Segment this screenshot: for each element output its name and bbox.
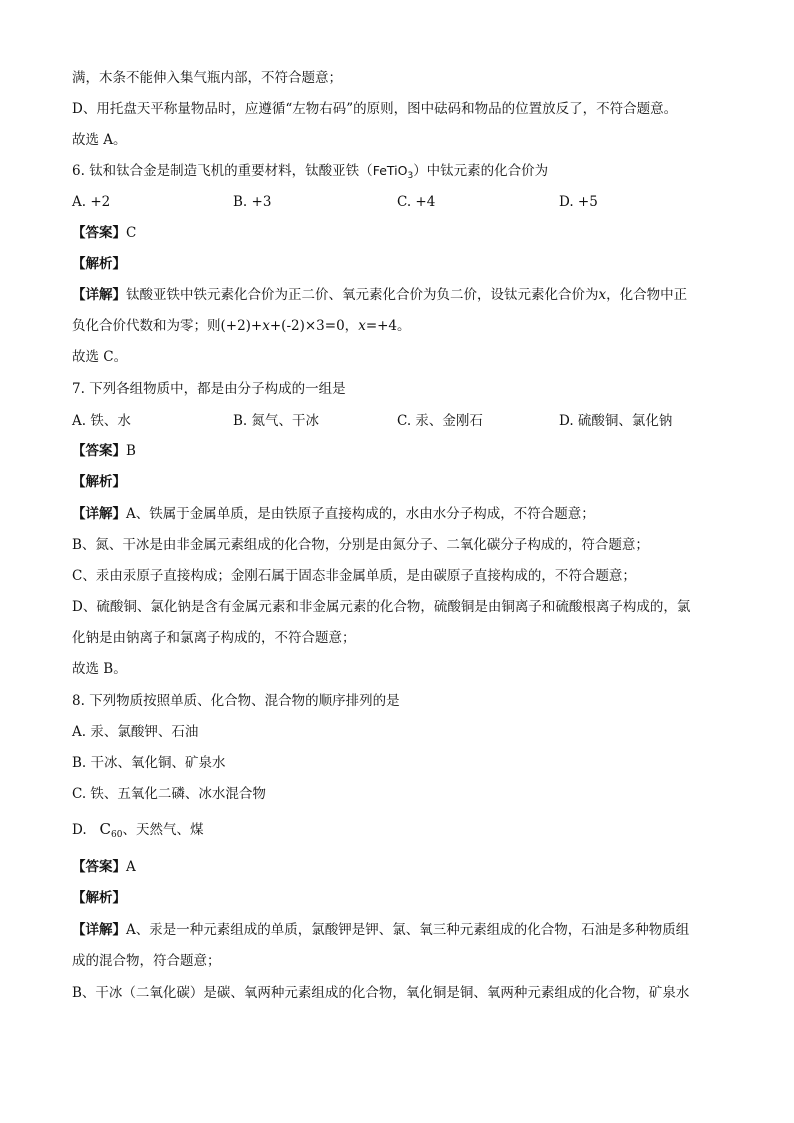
q7-answer-value: B xyxy=(126,443,136,459)
q8-detail-a-line-1 xyxy=(72,921,689,939)
q7-option-c: C. 汞、金刚石 xyxy=(397,413,483,429)
answer-tag: 【答案】 xyxy=(72,225,126,241)
q8-answer-value: A xyxy=(126,859,136,875)
q6-variable-x: x xyxy=(598,287,607,303)
q6-detail-text-1a: 钛酸亚铁中铁元素化合价为正二价、氧元素化合价为负二价，设钛元素化合价为 xyxy=(126,287,599,303)
q8-detail-a-line-2: 成的混合物，符合题意； xyxy=(72,953,221,969)
q6-detail-line-1 xyxy=(72,286,687,304)
q6-detail-text-1b: ，化合物中正 xyxy=(606,287,688,303)
analysis-tag: 【解析】 xyxy=(72,474,126,490)
q7-option-d: D. 硫酸铜、氯化钠 xyxy=(559,413,673,429)
q6-formula xyxy=(372,163,414,181)
q6-detail-text-2c: =+4。 xyxy=(365,318,411,334)
q6-variable-x: x xyxy=(262,318,270,334)
q6-stem xyxy=(72,162,548,180)
q8-option-d-rest: 、天然气、煤 xyxy=(122,822,204,838)
q7-detail-d-line-1: D、硫酸铜、氯化钠是含有金属元素和非金属元素的化合物，硫酸铜是由铜离子和硫酸根离子构成的，氯 xyxy=(72,599,691,615)
q8-detail-b-line-1: B、干冰（二氧化碳）是碳、氧两种元素组成的化合物，氧化铜是铜、氧两种元素组成的化合物，矿泉水 xyxy=(72,985,690,1001)
q8-answer xyxy=(72,858,136,876)
q7-conclusion: 故选 B。 xyxy=(72,661,127,677)
q6-stem-before: 钛和钛合金是制造飞机的重要材料，钛酸亚铁（ xyxy=(89,163,373,179)
q7-answer xyxy=(72,442,136,460)
detail-tag: 【详解】 xyxy=(72,506,126,522)
q6-answer-value: C xyxy=(126,225,137,241)
q7-stem-text: 下列各组物质中，都是由分子构成的一组是 xyxy=(89,381,346,397)
q8-analysis xyxy=(72,889,126,907)
q8-option-d-prefix: D. xyxy=(72,822,87,838)
q6-detail-line-2 xyxy=(72,317,411,335)
q7-detail-d-line-2: 化钠是由钠离子和氯离子构成的，不符合题意； xyxy=(72,630,356,646)
q7-number: 7. xyxy=(72,381,85,397)
q6-stem-after: ）中钛元素的化合价为 xyxy=(413,163,549,179)
q8-stem xyxy=(72,692,400,710)
q6-option-d: D. +5 xyxy=(559,194,598,210)
q7-detail-b: B、氮、干冰是由非金属元素组成的化合物，分别是由氮分子、二氧化碳分子构成的，符合题意； xyxy=(72,537,649,553)
q8-option-a: A. 汞、氯酸钾、石油 xyxy=(72,724,199,740)
q6-conclusion: 故选 C。 xyxy=(72,349,128,365)
q6-option-b: B. +3 xyxy=(233,194,272,210)
q7-detail-a xyxy=(72,505,595,523)
q8-stem-text: 下列物质按照单质、化合物、混合物的顺序排列的是 xyxy=(89,693,400,709)
q8-option-c: C. 铁、五氧化二磷、冰水混合物 xyxy=(72,786,266,802)
q8-option-b: B. 干冰、氧化铜、矿泉水 xyxy=(72,755,226,771)
q6-formula-main: FeTiO xyxy=(372,163,408,178)
intro-line-2: D、用托盘天平称量物品时，应遵循“左物右码”的原则，图中砝码和物品的位置放反了，不符合题意。 xyxy=(72,101,678,117)
q8-number: 8. xyxy=(72,693,85,709)
intro-conclusion: 故选 A。 xyxy=(72,132,127,148)
detail-tag: 【详解】 xyxy=(72,287,126,303)
q7-option-b: B. 氮气、干冰 xyxy=(233,413,320,429)
intro-line-1: 满，木条不能伸入集气瓶内部，不符合题意； xyxy=(72,70,342,86)
q7-analysis xyxy=(72,473,126,491)
q7-detail-a-text: A、铁属于金属单质，是由铁原子直接构成的，水由水分子构成，不符合题意； xyxy=(126,506,595,522)
answer-tag: 【答案】 xyxy=(72,443,126,459)
q8-option-d xyxy=(72,820,203,839)
analysis-tag: 【解析】 xyxy=(72,256,126,272)
q6-analysis xyxy=(72,255,126,273)
q6-option-c: C. +4 xyxy=(397,194,436,210)
q6-option-a: A. +2 xyxy=(72,194,111,210)
q8-option-d-element: C xyxy=(99,820,111,838)
answer-tag: 【答案】 xyxy=(72,859,126,875)
q6-answer xyxy=(72,224,136,242)
q6-variable-x: x xyxy=(358,318,366,334)
detail-tag: 【详解】 xyxy=(72,922,126,938)
q7-stem xyxy=(72,380,346,398)
q8-option-d-subscript: 60 xyxy=(111,830,123,840)
q6-detail-text-2a: 负化合价代数和为零；则(+2)+ xyxy=(72,318,263,334)
q6-number: 6. xyxy=(72,163,85,179)
analysis-tag: 【解析】 xyxy=(72,890,126,906)
q7-detail-c: C、汞由汞原子直接构成；金刚石属于固态非金属单质，是由碳原子直接构成的，不符合题意； xyxy=(72,568,636,584)
q8-option-d-formula xyxy=(100,820,123,838)
q6-formula-sub: 3 xyxy=(407,171,414,181)
q7-option-a: A. 铁、水 xyxy=(72,413,131,429)
q8-detail-a1-text: A、汞是一种元素组成的单质，氯酸钾是钾、氯、氧三种元素组成的化合物，石油是多种物质组 xyxy=(126,922,690,938)
q6-detail-text-2b: +(-2)×3=0， xyxy=(269,318,359,334)
